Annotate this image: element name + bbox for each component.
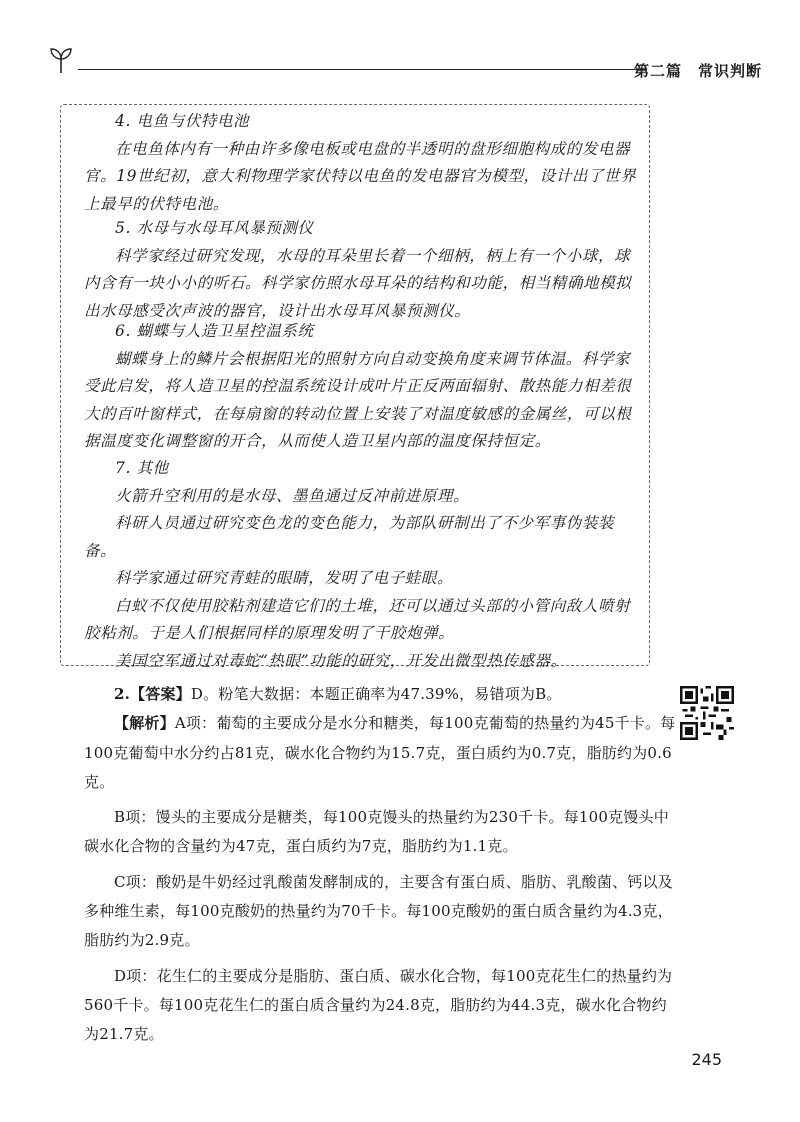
- answer-text: D。粉笔大数据：本题正确率为47.39%，易错项为B。: [190, 685, 562, 703]
- sprout-icon: [48, 44, 74, 74]
- answer-line: [84, 680, 680, 709]
- analysis-d: D项：花生仁的主要成分是脂肪、蛋白质、碳水化合物，每100克花生仁的热量约为560千卡。每100克花生仁的蛋白质含量约为24.8克，脂肪约为44.3克，碳水化合物约为21.7克。: [84, 966, 673, 1044]
- item-heading: 4. 电鱼与伏特电池: [115, 112, 250, 130]
- box-item-7: [84, 455, 644, 675]
- page-header: [40, 38, 762, 78]
- item-body: 在电鱼体内有一种由许多像电板或电盘的半透明的盘形细胞构成的发电器官。19世纪初，意大利物理学家伏特以电鱼的发电器官为模型，设计出了世界上最早的伏特电池。: [84, 139, 637, 213]
- item-heading: 5. 水母与水母耳风暴预测仪: [115, 219, 314, 237]
- analysis-paragraph: [84, 709, 680, 797]
- other-line: 火箭升空利用的是水母、墨鱼通过反冲前进原理。: [115, 486, 470, 505]
- answer-label: 2.【答案】: [114, 685, 191, 703]
- other-line: 白蚁不仅使用胶粘剂建造它们的土堆，还可以通过头部的小管向敌人喷射胶粘剂。于是人们根据同样的原理发明了干胶炮弹。: [84, 596, 631, 642]
- page-number: 245: [691, 1050, 722, 1069]
- qr-code-icon: [680, 686, 734, 740]
- analysis-c: C项：酸奶是牛奶经过乳酸菌发酵制成的，主要含有蛋白质、脂肪、乳酸菌、钙以及多种维生素，每100克酸奶的热量约为70千卡。每100克酸奶的蛋白质含量约为4.3克，脂肪约为2.9克。: [84, 872, 673, 950]
- box-item-6: [84, 318, 644, 456]
- other-line: 美国空军通过对毒蛇“热眼”功能的研究，开发出微型热传感器。: [115, 651, 567, 670]
- box-item-5: [84, 215, 644, 325]
- item-body: 蝴蝶身上的鳞片会根据阳光的照射方向自动变换角度来调节体温。科学家受此启发，将人造卫星的控温系统设计成叶片正反两面辐射、散热能力相差很大的百叶窗样式，在每扇窗的转动位置上安装了对温度敏感的金属丝，可以根据温度变化调整窗的开合，从而使人造卫星内部的温度保持恒定。: [84, 349, 632, 450]
- item-body: 科学家经过研究发现，水母的耳朵里长着一个细柄，柄上有一个小球，球内含有一块小小的听石。科学家仿照水母耳朵的结构和功能，相当精确地模拟出水母感受次声波的器官，设计出水母耳风暴预测仪。: [84, 246, 632, 320]
- answer-section: [84, 680, 680, 1050]
- analysis-label: 【解析】: [114, 714, 175, 733]
- section-title: 第二篇 常识判断: [633, 62, 762, 80]
- other-line: 科学家通过研究青蛙的眼睛，发明了电子蛙眼。: [115, 569, 454, 587]
- item-heading: 6. 蝴蝶与人造卫星控温系统: [115, 322, 314, 340]
- other-line: 科研人员通过研究变色龙的变色能力，为部队研制出了不少军事伪装装备。: [84, 514, 615, 560]
- analysis-a: A项：葡萄的主要成分是水分和糖类，每100克葡萄的热量约为45千卡。每100克葡萄中水分约占81克，碳水化合物约为15.7克，蛋白质约为0.7克，脂肪约为0.6克。: [84, 714, 676, 791]
- header-rule: [78, 69, 646, 70]
- box-item-4: [84, 108, 644, 218]
- analysis-b: B项：馒头的主要成分是糖类，每100克馒头的热量约为230千卡。每100克馒头中碳水化合物的含量约为47克，蛋白质约为7克，脂肪约为1.1克。: [84, 808, 669, 856]
- item-heading: 7. 其他: [115, 459, 169, 477]
